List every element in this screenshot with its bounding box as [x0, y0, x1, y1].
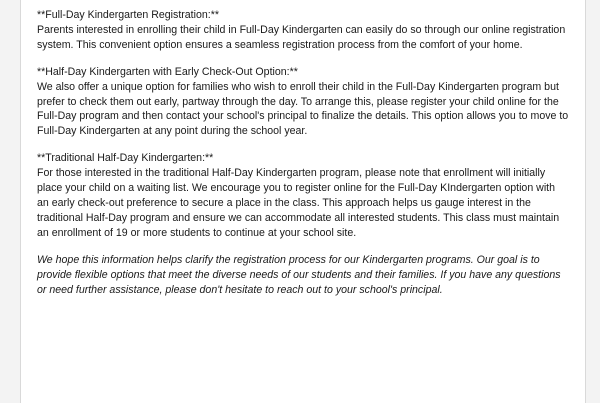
right-gutter [586, 0, 600, 403]
section-heading: **Half-Day Kindergarten with Early Check-Out Option:** [37, 65, 298, 78]
section-heading: **Full-Day Kindergarten Registration:** [37, 9, 219, 21]
document-page [20, 0, 586, 403]
section-body: For those interested in the traditional Half-Day Kindergarten program, please note that enrollment will initially place your child on a waiting list. We encourage you to register online for the Full-Day KIndergarten option with an early check-out preference to secure a place in the class. This approach helps us gauge interest in the traditional Half-Day program and ensure we can accommodate all interested students. This class must maintain an enrollment of 19 or more students to continue at your school site. [37, 167, 560, 239]
section-full-day [37, 8, 569, 53]
section-body: We also offer a unique option for families who wish to enroll their child in the Full-Day Kindergarten program but prefer to check them out early, partway through the day. To arrange this, please register your child online for the Full-Day program and then contact your school's principal to finalize the details. This option allows you to move to Full-Day Kindergarten at any point during the school year. [37, 80, 569, 138]
section-body: Parents interested in enrolling their child in Full-Day Kindergarten can easily do so through our online registration system. This convenient option ensures a seamless registration process from the comfort of your home. [37, 23, 566, 51]
section-half-day-early-checkout [37, 65, 569, 140]
closing-paragraph: We hope this information helps clarify the registration process for our Kindergarten programs. Our goal is to provide flexible options that meet the diverse needs of our students and their families. If you have any questions or need further assistance, please don't hesitate to reach out to your school's principal. [37, 253, 561, 296]
section-heading: **Traditional Half-Day Kindergarten:** [37, 152, 214, 165]
left-gutter [0, 0, 20, 403]
section-traditional-half-day [37, 151, 569, 240]
